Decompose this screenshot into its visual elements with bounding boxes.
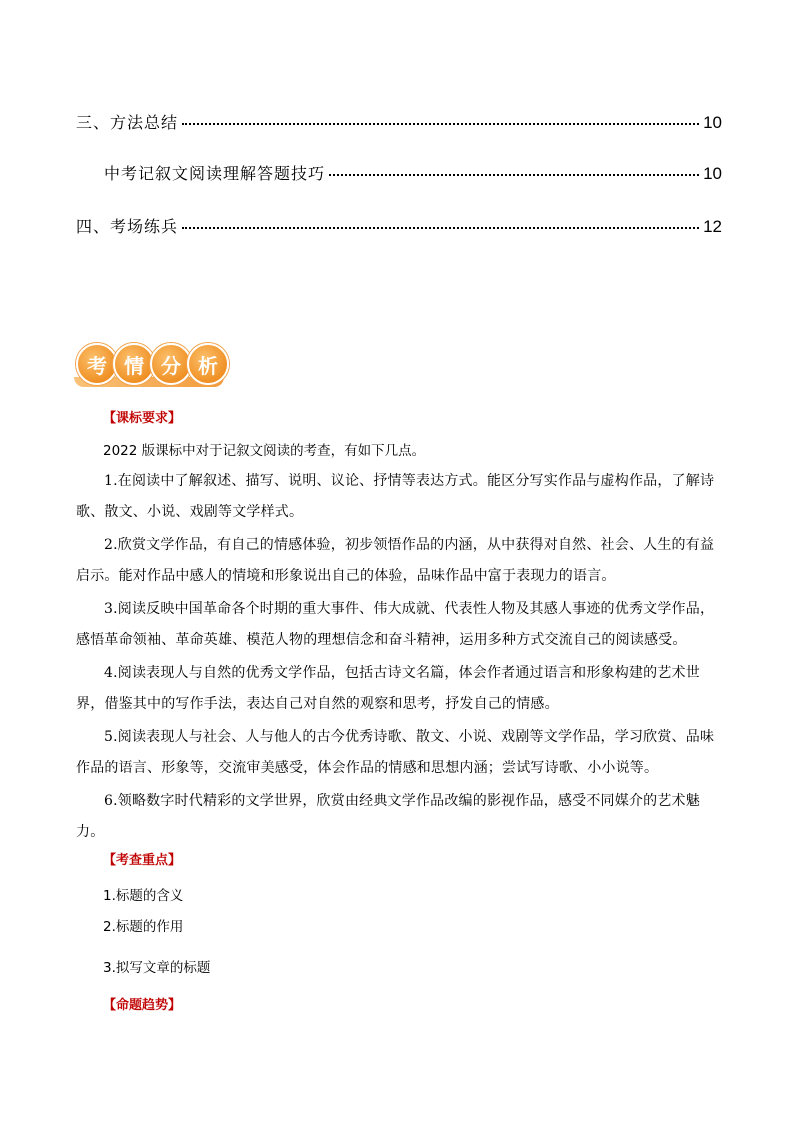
toc-leader-dots (182, 117, 699, 125)
banner-char: 析 (187, 343, 229, 385)
focus-item: 1.标题的含义 (103, 888, 184, 904)
curriculum-item: 2.欣赏文学作品，有自己的情感体验，初步领悟作品的内涵，从中获得对自然、社会、人生的有益启示。能对作品中感人的情境和形象说出自己的体验，品味作品中富于表现力的语言。 (76, 537, 715, 584)
curriculum-item: 6.领略数字时代精彩的文学世界，欣赏由经典文学作品改编的影视作品，感受不同媒介的艺术魅力。 (76, 793, 700, 840)
toc-entry-page: 12 (703, 217, 722, 236)
banner-char: 情 (113, 343, 155, 385)
toc-entry-title: 三、方法总结 (76, 113, 179, 132)
toc-leader-dots (182, 221, 699, 229)
banner-char: 分 (150, 343, 192, 385)
curriculum-item: 5.阅读表现人与社会、人与他人的古今优秀诗歌、散文、小说、戏剧等文学作品，学习欣赏、品味作品的语言、形象等，交流审美感受，体会作品的情感和思想内涵；尝试写诗歌、小小说等。 (76, 729, 715, 776)
section-banner (74, 343, 226, 389)
toc-entry[interactable] (76, 215, 722, 239)
curriculum-item: 1.在阅读中了解叙述、描写、说明、议论、抒情等表达方式。能区分写实作品与虚构作品，了解诗歌、散文、小说、戏剧等文学样式。 (76, 473, 715, 520)
toc-entry-title: 中考记叙文阅读理解答题技巧 (104, 164, 326, 183)
section-label-curriculum: 【课标要求】 (103, 411, 182, 426)
toc-leader-dots (329, 168, 699, 176)
curriculum-item: 4.阅读表现人与自然的优秀文学作品，包括古诗文名篇，体会作者通过语言和形象构建的艺术世界，借鉴其中的写作手法，表达自己对自然的观察和思考，抒发自己的情感。 (76, 665, 700, 712)
toc-entry[interactable] (76, 111, 722, 135)
banner-char: 考 (76, 343, 118, 385)
focus-item: 3.拟写文章的标题 (103, 960, 211, 976)
toc-entry-title: 四、考场练兵 (76, 217, 179, 236)
curriculum-intro: 2022 版课标中对于记叙文阅读的考查，有如下几点。 (103, 443, 426, 459)
curriculum-item: 3.阅读反映中国革命各个时期的重大事件、伟大成就、代表性人物及其感人事迹的优秀文学作品，感悟革命领袖、革命英雄、模范人物的理想信念和奋斗精神，运用多种方式交流自己的阅读感受。 (76, 601, 715, 648)
toc-entry[interactable] (76, 162, 722, 186)
section-label-focus: 【考查重点】 (103, 853, 182, 868)
section-label-trend: 【命题趋势】 (103, 998, 182, 1013)
toc-entry-page: 10 (703, 113, 722, 132)
toc-entry-page: 10 (703, 164, 722, 183)
focus-item: 2.标题的作用 (103, 919, 184, 935)
